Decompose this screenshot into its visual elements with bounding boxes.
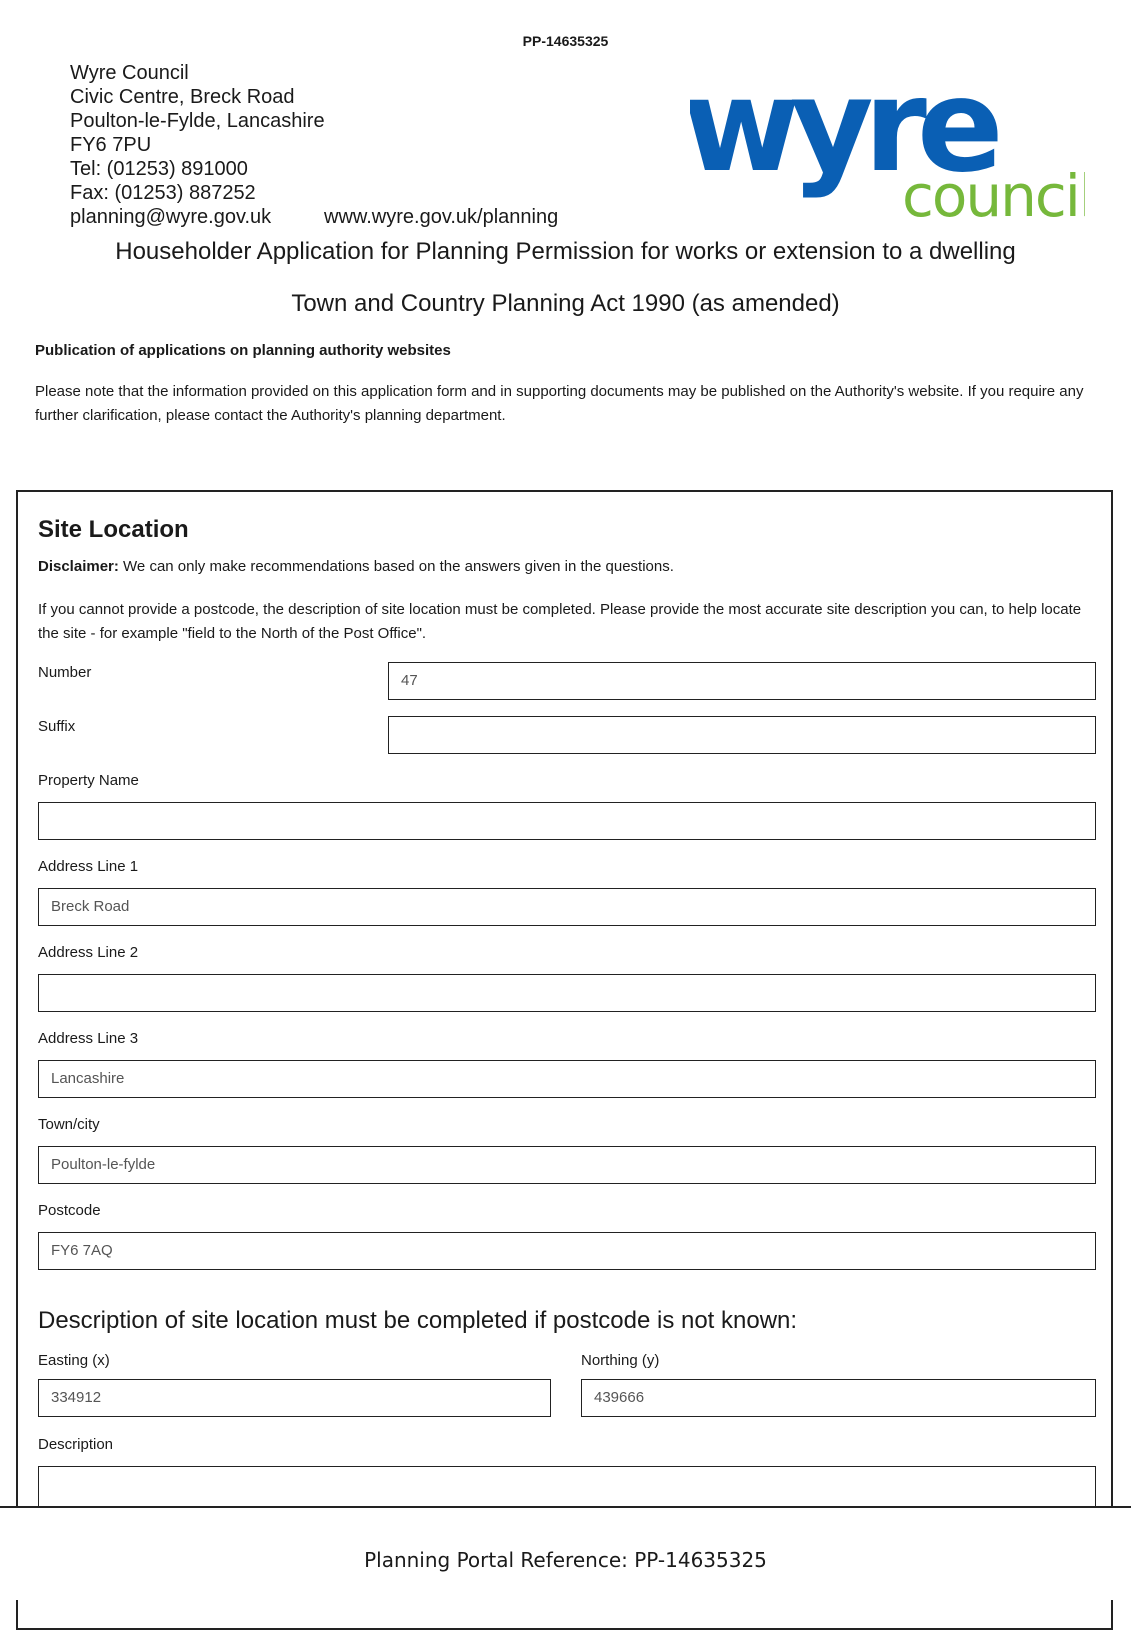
easting-field[interactable]: 334912 [38,1379,551,1417]
property-name-label: Property Name [38,772,139,789]
easting-label: Easting (x) [38,1352,110,1369]
address-line-1-field[interactable]: Breck Road [38,888,1096,926]
address-line: Tel: (01253) 891000 [70,158,248,180]
address-line-3-field[interactable]: Lancashire [38,1060,1096,1098]
disclaimer-text: We can only make recommendations based on the answers given in the questions. [118,558,674,575]
site-help-text: If you cannot provide a postcode, the description of site location must be completed. Please provide the most accurate site description you can, to help locate the site - for example "field to the North of the Post Office". [38,601,1082,642]
property-name-field[interactable] [38,802,1096,840]
town-field[interactable]: Poulton-le-fylde [38,1146,1096,1184]
logo-graphic [690,62,1085,222]
logo-subword: council [902,162,1085,222]
suffix-field[interactable] [388,716,1096,754]
postcode-label: Postcode [38,1202,101,1219]
address-line: Civic Centre, Breck Road [70,86,295,108]
number-field[interactable]: 47 [388,662,1096,700]
northing-field[interactable]: 439666 [581,1379,1096,1417]
disclaimer-label: Disclaimer: [38,558,119,575]
address-line: FY6 7PU [70,134,152,156]
footer-divider [0,1506,1131,1508]
wyre-council-logo [690,62,1085,227]
suffix-label: Suffix [38,718,76,735]
address-line-3-label: Address Line 3 [38,1030,139,1047]
address-line: Wyre Council [70,62,189,84]
footer-reference: Planning Portal Reference: PP-14635325 [0,1540,1131,1580]
form-title: Householder Application for Planning Permission for works or extension to a dwelling [115,238,1016,265]
publication-heading: Publication of applications on planning authority websites [35,342,451,359]
address-line-1-label: Address Line 1 [38,858,139,875]
site-location-panel [16,490,1113,1630]
email-link[interactable]: planning@wyre.gov.uk [70,206,272,228]
form-act: Town and Country Planning Act 1990 (as amended) [291,290,840,317]
council-address [70,61,325,229]
address-line: Poulton-le-Fylde, Lancashire [70,110,325,132]
address-line-2-field[interactable] [38,974,1096,1012]
description-label: Description [38,1436,114,1453]
logo-word: wyre [690,62,994,201]
town-label: Town/city [38,1116,100,1133]
address-line-2-label: Address Line 2 [38,944,139,961]
number-label: Number [38,664,92,681]
postcode-field[interactable]: FY6 7AQ [38,1232,1096,1270]
disclaimer [38,558,674,575]
page-reference: PP-14635325 [522,33,609,49]
website-link[interactable]: www.wyre.gov.uk/planning [324,206,559,228]
section-title: Site Location [38,516,189,543]
publication-text: Please note that the information provided on this application form and in supporting documents may be published on the Authority's website. If you require any further clarification, please contact the Authority's planning department. [35,383,1084,424]
address-line: Fax: (01253) 887252 [70,182,256,204]
description-heading: Description of site location must be completed if postcode is not known: [38,1307,798,1334]
northing-label: Northing (y) [581,1352,660,1369]
